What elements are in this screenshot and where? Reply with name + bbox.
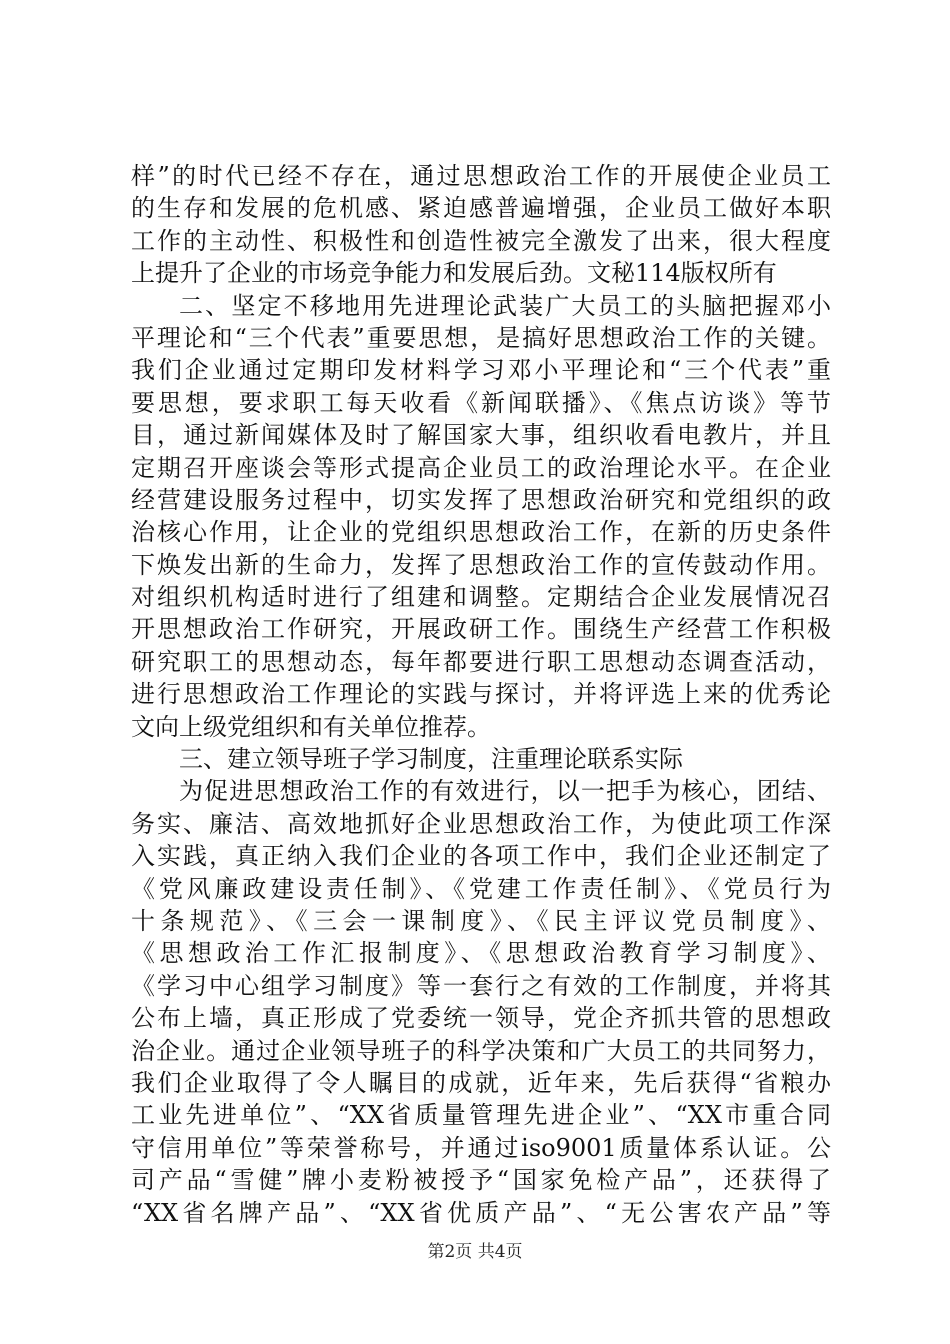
paragraph-line: 务实、廉洁、高效地抓好企业思想政治工作，为使此项工作深 — [131, 809, 831, 838]
section-heading-line: 三、建立领导班子学习制度，注重理论联系实际 — [179, 745, 683, 774]
paragraph-line: 经营建设服务过程中，切实发挥了思想政治研究和党组织的政 — [131, 485, 831, 514]
paragraph-line: 《学习中心组学习制度》等一套行之有效的工作制度，并将其 — [131, 971, 831, 1000]
paragraph-line: 为促进思想政治工作的有效进行，以一把手为核心，团结、 — [179, 777, 831, 806]
paragraph-line: 入实践，真正纳入我们企业的各项工作中，我们企业还制定了 — [131, 842, 831, 871]
paragraph-line: 十条规范》、《三会一课制度》、《民主评议党员制度》、 — [131, 906, 831, 935]
paragraph-line: 定期召开座谈会等形式提高企业员工的政治理论水平。在企业 — [131, 453, 831, 482]
paragraph-line: 《思想政治工作汇报制度》、《思想政治教育学习制度》、 — [131, 939, 831, 968]
paragraph-line: 的生存和发展的危机感、紧迫感普遍增强，企业员工做好本职 — [131, 194, 831, 223]
paragraph-line: 公布上墙，真正形成了党委统一领导，党企齐抓共管的思想政 — [131, 1004, 831, 1033]
paragraph-line: 治核心作用，让企业的党组织思想政治工作，在新的历史条件 — [131, 518, 831, 547]
paragraph-line: 目，通过新闻媒体及时了解国家大事，组织收看电教片，并且 — [131, 421, 831, 450]
paragraph-line: 开思想政治工作研究，开展政研工作。围绕生产经营工作积极 — [131, 615, 831, 644]
paragraph-line: 文向上级党组织和有关单位推荐。 — [131, 712, 491, 741]
paragraph-line: 《党风廉政建设责任制》、《党建工作责任制》、《党员行为 — [131, 874, 831, 903]
paragraph-line: 司产品“雪健”牌小麦粉被授予“国家免检产品”，还获得了 — [131, 1166, 831, 1195]
paragraph-line: 工作的主动性、积极性和创造性被完全激发了出来，很大程度 — [131, 226, 831, 255]
paragraph-line: 工业先进单位”、“XX省质量管理先进企业”、“XX市重合同 — [131, 1101, 831, 1130]
paragraph-line: 样”的时代已经不存在，通过思想政治工作的开展使企业员工 — [131, 162, 831, 190]
paragraph-line: “XX省名牌产品”、“XX省优质产品”、“无公害农产品”等 — [131, 1198, 831, 1227]
paragraph-line: 上提升了企业的市场竞争能力和发展后劲。文秘114版权所有 — [131, 259, 777, 288]
paragraph-line: 守信用单位”等荣誉称号，并通过iso9001质量体系认证。公 — [131, 1133, 831, 1162]
page-number-footer: 第2页 共4页 — [427, 1242, 523, 1262]
paragraph-line: 进行思想政治工作理论的实践与探讨，并将评选上来的优秀论 — [131, 680, 831, 709]
paragraph-line: 我们企业通过定期印发材料学习邓小平理论和“三个代表”重 — [131, 356, 831, 385]
paragraph-line: 平理论和“三个代表”重要思想，是搞好思想政治工作的关键。 — [131, 323, 831, 352]
paragraph-line: 要思想，要求职工每天收看《新闻联播》、《焦点访谈》等节 — [131, 388, 831, 417]
paragraph-line: 我们企业取得了令人瞩目的成就，近年来，先后获得“省粮办 — [131, 1068, 831, 1097]
body-text — [131, 160, 831, 1229]
paragraph-line: 研究职工的思想动态，每年都要进行职工思想动态调查活动， — [131, 647, 831, 676]
section-heading-line: 二、坚定不移地用先进理论武装广大员工的头脑把握邓小 — [179, 291, 831, 320]
paragraph-line: 对组织机构适时进行了组建和调整。定期结合企业发展情况召 — [131, 583, 831, 612]
paragraph-line: 下焕发出新的生命力，发挥了思想政治工作的宣传鼓动作用。 — [131, 550, 831, 579]
paragraph-line: 治企业。通过企业领导班子的科学决策和广大员工的共同努力， — [131, 1036, 831, 1065]
